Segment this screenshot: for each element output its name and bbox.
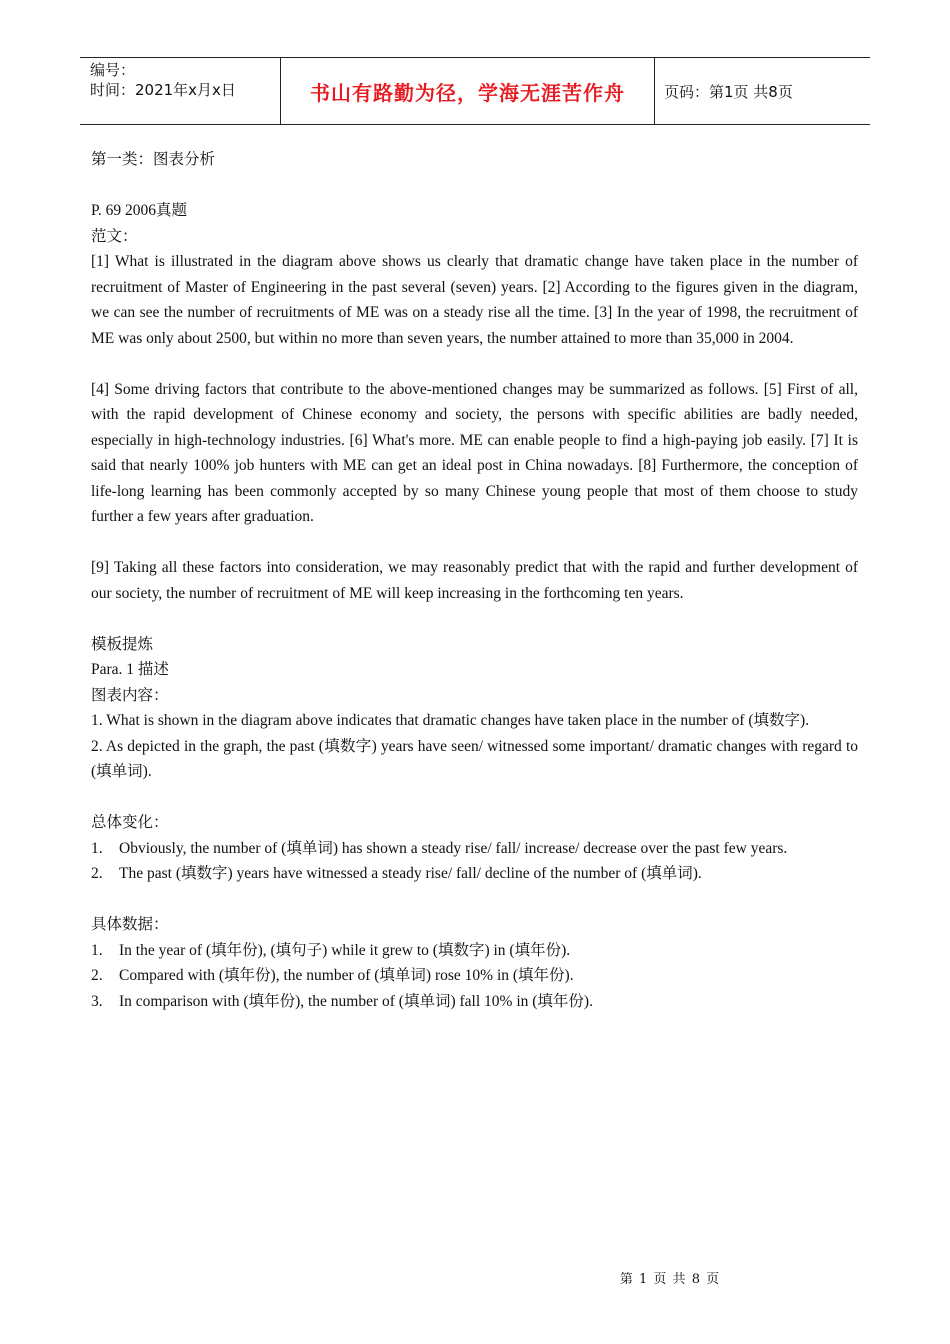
page-header [80, 57, 870, 125]
list-item [91, 963, 858, 989]
para-label: Para. 1 描述 [91, 661, 169, 678]
document-body [91, 147, 858, 1014]
essay-paragraph-3: [9] Taking all these factors into consideration, we may reasonably predict that with the rapid and further development of our society, the number of recruitment of ME will keep increasing in the forthcoming ten years. [91, 559, 858, 602]
header-page-info: 页码：第1页 共8页 [664, 82, 793, 101]
essay-paragraph-2: [4] Some driving factors that contribute to the above-mentioned changes may be summarized as follows. [5] First of all, with the rapid development of Chinese economy and society, the persons with specific abilities are badly needed, especially in high-technology industries. [6] What's more. ME can enable people to find a high-paying job easily. [7] It is said that nearly 100% job hunters with ME can get an ideal post in China nowadays. [8] Furthermore, the conception of life-long learning has been commonly accepted by so many Chinese young people that most of them choose to study further a few years after graduation. [91, 380, 858, 525]
source-label: P. 69 2006真题 [91, 202, 188, 219]
sample-label: 范文： [91, 227, 138, 245]
list-text: Compared with (填年份), the number of (填单词) rose 10% in (填年份). [119, 967, 574, 984]
header-meta-cell [80, 58, 281, 124]
list-text: In comparison with (填年份), the number of (填单词) fall 10% in (填年份). [119, 992, 593, 1010]
header-motto: 书山有路勤为径，学海无涯苦作舟 [281, 58, 655, 124]
chart-content-item: 2. As depicted in the graph, the past (填数字) years have seen/ witnessed some important/ dramatic changes with regard to (填单词). [91, 737, 858, 780]
specific-data-label: 具体数据： [91, 916, 169, 933]
essay-paragraph-1: [1] What is illustrated in the diagram above shows us clearly that dramatic change have taken place in the number of recruitment of Master of Engineering in the past several (seven) years. [2] According to the figures given in the diagram, we can see the number of recruitments of ME was on a steady rise all the time. [3] In the year of 1998, the recruitment of ME was only about 2500, but within no more than seven years, the number attained to more than 35,000 in 2004. [91, 253, 858, 347]
list-text: In the year of (填年份), (填句子) while it grew to (填数字) in (填年份). [119, 941, 571, 959]
list-number: 1. [91, 839, 103, 857]
list-item [91, 836, 858, 862]
page-footer: 第 1 页 共 8 页 [619, 1272, 721, 1287]
list-number: 3. [91, 992, 103, 1010]
template-title: 模板提炼 [91, 635, 154, 653]
list-number: 2. [91, 865, 103, 882]
chart-content-item: 1. What is shown in the diagram above indicates that dramatic changes have taken place in the number of (填数字). [91, 712, 810, 729]
list-number: 2. [91, 967, 103, 984]
header-number-label: 编号： [90, 61, 136, 79]
list-text: Obviously, the number of (填单词) has shown a steady rise/ fall/ increase/ decrease over the past few years. [119, 839, 788, 857]
list-item [91, 861, 858, 887]
list-text: The past (填数字) years have witnessed a steady rise/ fall/ decline of the number of (填单词). [119, 865, 702, 882]
list-number: 1. [91, 941, 103, 959]
section-title: 第一类：图表分析 [91, 151, 216, 168]
overall-change-label: 总体变化： [91, 814, 169, 831]
chart-content-label: 图表内容： [91, 686, 169, 704]
list-item [91, 938, 858, 964]
header-time: 时间：2021年x月x日 [90, 81, 236, 99]
list-item [91, 989, 858, 1015]
